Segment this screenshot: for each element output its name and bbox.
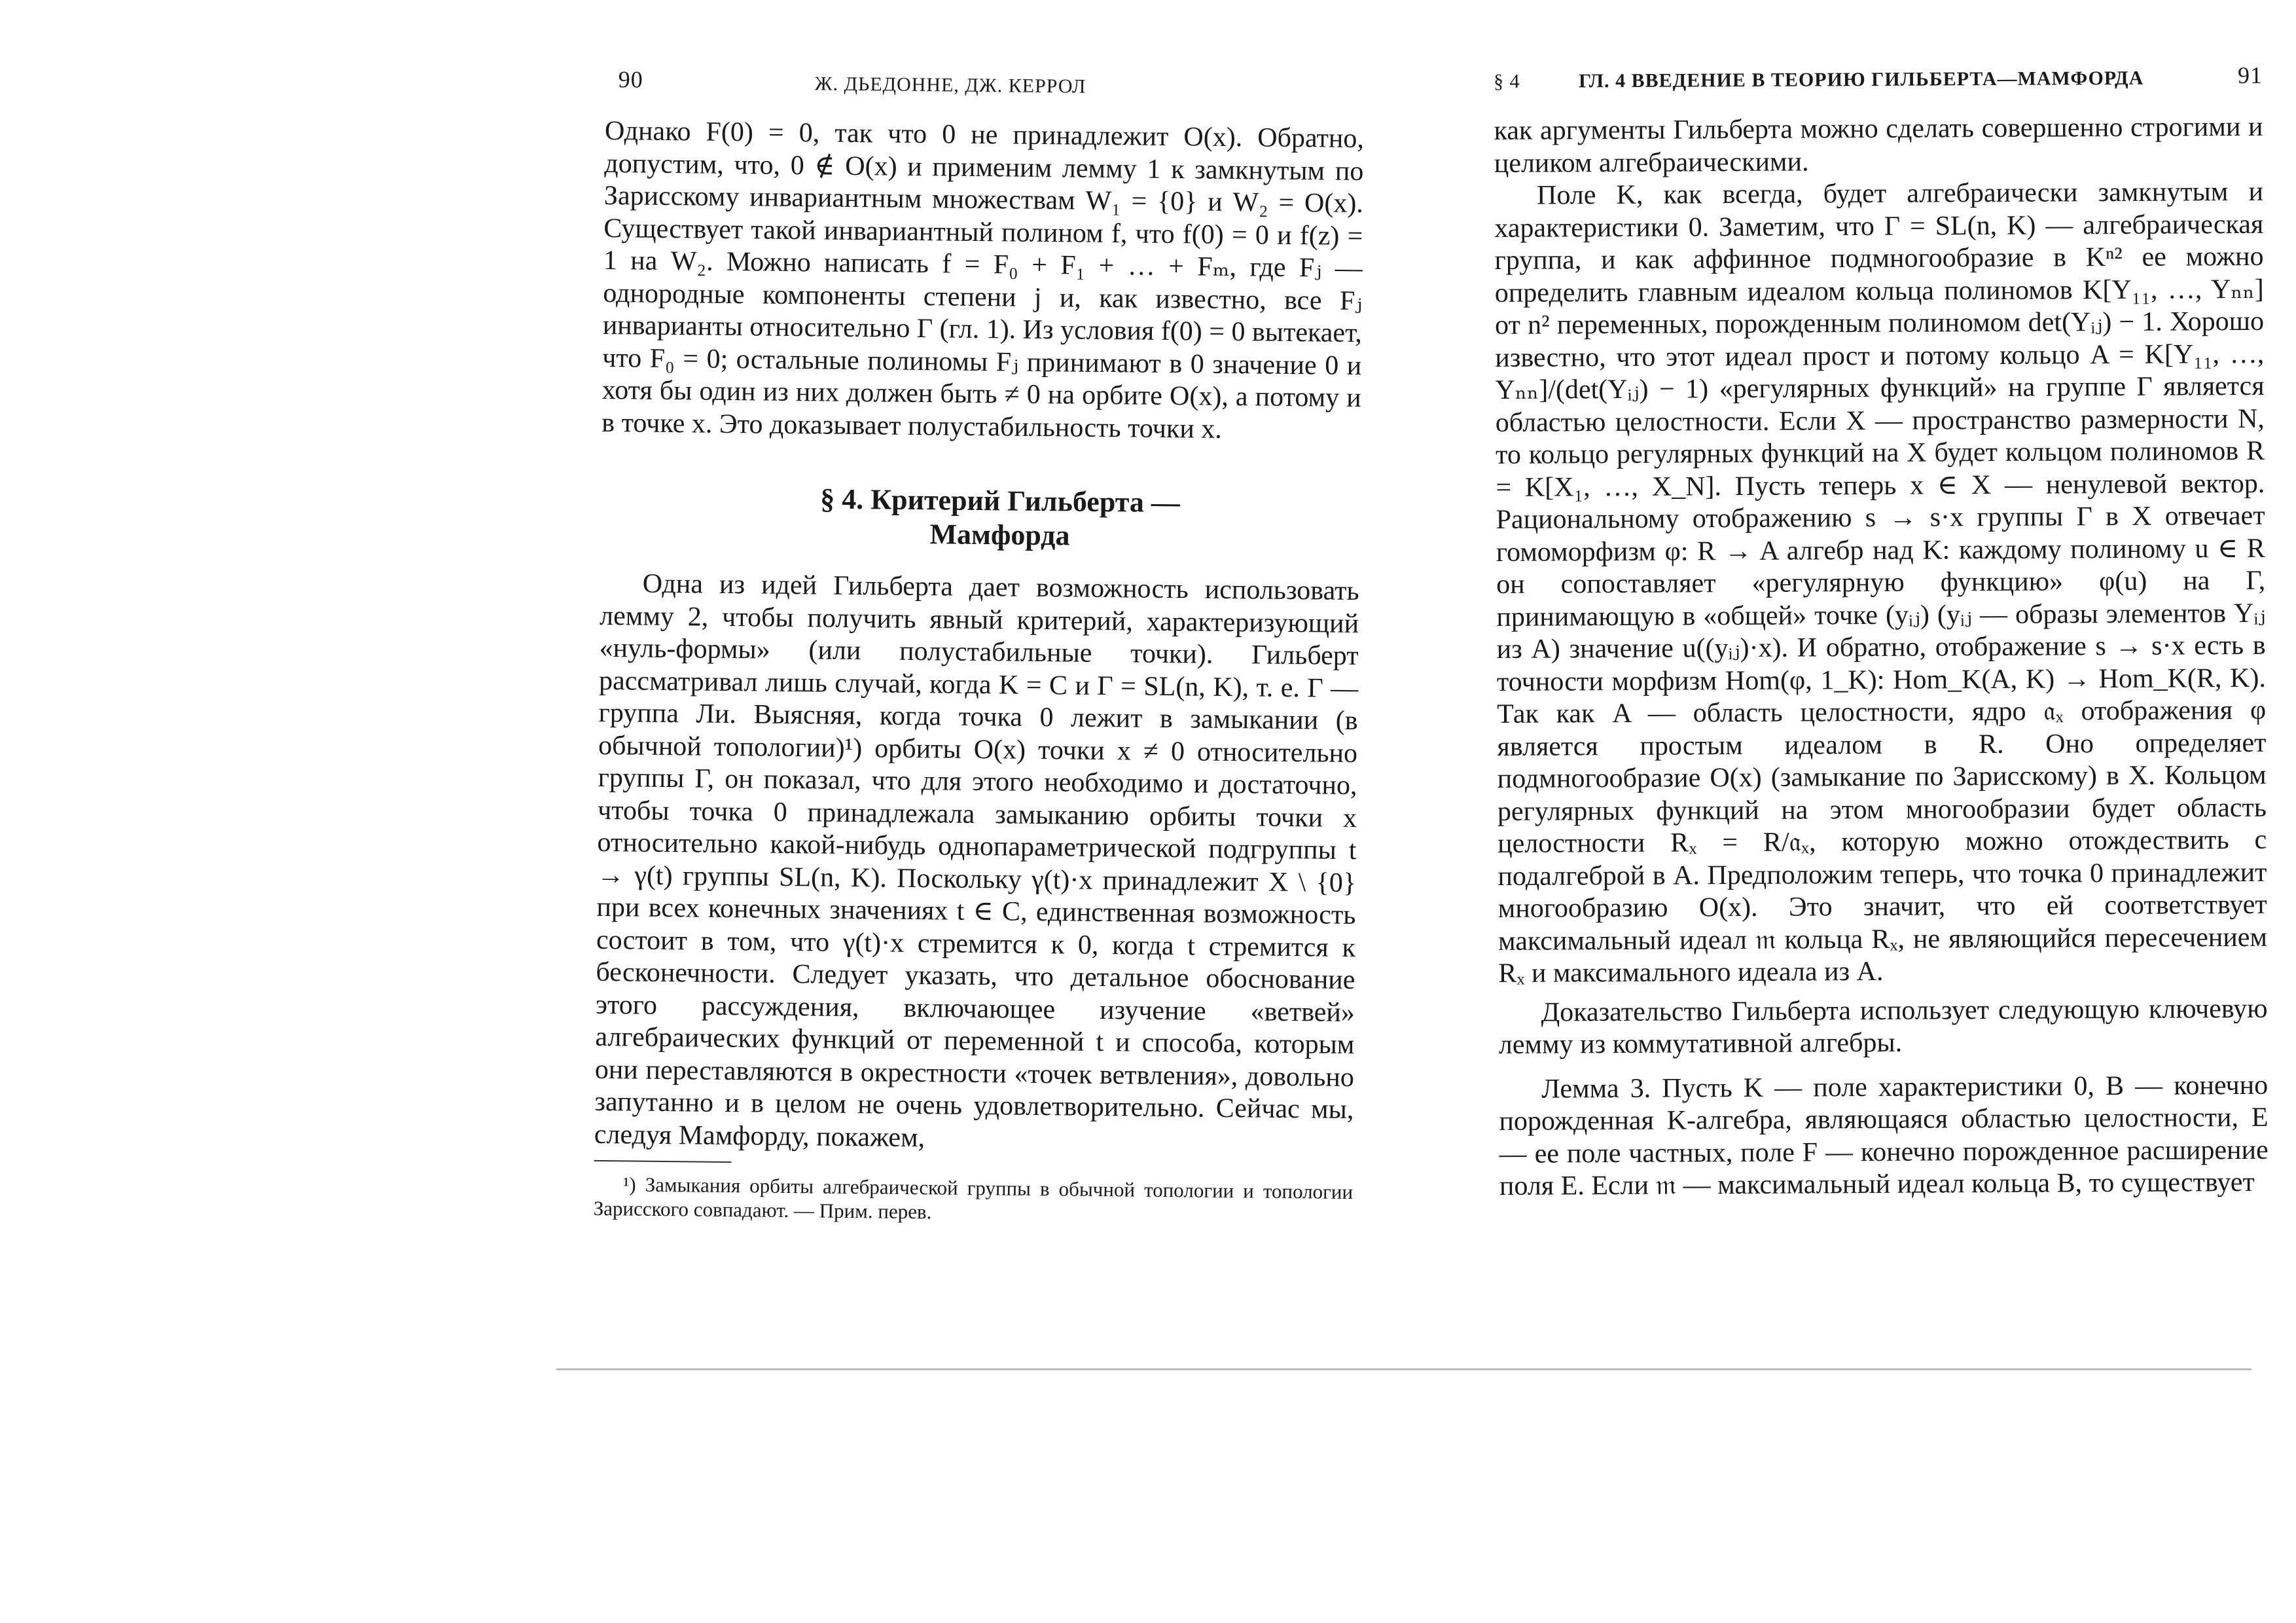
- section-title-line-2: Мамфорда: [929, 518, 1070, 552]
- footnote: ¹) Замыкания орбиты алгебраической группы в обычной топологии и топологии Зарисского совпадают. — Прим. перев.: [593, 1173, 1354, 1224]
- left-paragraph-1: Однако F(0) = 0, так что 0 не принадлежит O(x). Обратно, допустим, что, 0 ∉ O(x) и применим лемму 1 к замкнутым по Зарисскому инвариантным множествам W₁ = {0} и W₂ = O(x). Существует такой инвариантный полином f, что f(0) = 0 и f(z) = 1 на W₂. Можно написать f = F₀ + F₁ + … + Fₘ, где Fⱼ — однородные компоненты степени j и, как известно, все Fⱼ инварианты относительно Γ (гл. 1). Из условия f(0) = 0 вытекает, что F₀ = 0; остальные полиномы Fⱼ принимают в 0 значение 0 и хотя бы один из них должен быть ≠ 0 на орбите O(x), а потому и в точке x. Это доказывает полустабильность точки x.: [601, 115, 1365, 445]
- left-running-head: [605, 65, 1364, 106]
- right-page-number: 91: [2237, 62, 2263, 89]
- lemma-3: Лемма 3. Пусть K — поле характеристики 0, B — конечно порожденная K-алгебра, являющаяся областью целостности, E — ее поле частных, поле F — конечно порожденное расширение поля E. Если 𝔪 — максимальный идеал кольца B, то существует: [1499, 1070, 2269, 1201]
- section-title: [639, 481, 1360, 556]
- left-page-number: 90: [618, 66, 643, 93]
- right-running-title: ГЛ. 4 ВВЕДЕНИЕ В ТЕОРИЮ ГИЛЬБЕРТА—МАМФОРДА: [1579, 67, 2144, 92]
- section-title-line-1: § 4. Критерий Гильберта —: [820, 483, 1181, 519]
- footnote-divider: [594, 1160, 731, 1163]
- left-running-title: Ж. ДЬЕДОННЕ, ДЖ. КЕРРОЛ: [814, 73, 1086, 98]
- left-paragraph-2: Одна из идей Гильберта дает возможность использовать лемму 2, чтобы получить явный критерий, характеризующий «нуль-формы» (или полустабильные точки). Гильберт рассматривал лишь случай, когда K = C и Γ = SL(n, K), т. е. Γ — группа Ли. Выясняя, когда точка 0 лежит в замыкании (в обычной топологии)¹) орбиты O(x) точки x ≠ 0 относительно группы Γ, он показал, что для этого необходимо и достаточно, чтобы точка 0 принадлежала замыканию орбиты точки x относительно какой-нибудь однопараметрической подгруппы t → γ(t) группы SL(n, K). Поскольку γ(t)·x принадлежит X \ {0} при всех конечных значениях t ∈ C, единственная возможность состоит в том, что γ(t)·x стремится к 0, когда t стремится к бесконечности. Следует указать, что детальное обоснование этого рассуждения, включающее изучение «ветвей» алгебраических функций от переменной t и способа, которым они переставляются в окрестности «точек ветвления», довольно запутанно и в целом не очень удовлетворительно. Сейчас мы, следуя Мамфорду, покажем,: [594, 568, 1359, 1153]
- right-paragraph-2: Поле K, как всегда, будет алгебраически замкнутым и характеристики 0. Заметим, что Γ = SL(n, K) — алгебраическая группа, и как аффинное подмногообразие в Kⁿ² ее можно определить главным идеалом кольца полиномов K[Y₁₁, …, Yₙₙ] от n² переменных, порожденным полиномом det(Yᵢⱼ) − 1. Хорошо известно, что этот идеал прост и потому кольцо A = K[Y₁₁, …, Yₙₙ]/(det(Yᵢⱼ) − 1) «регулярных функций» на группе Γ является областью целостности. Если X — пространство размерности N, то кольцо регулярных функций на X будет кольцом полиномов R = K[X₁, …, X_N]. Пусть теперь x ∈ X — ненулевой вектор. Рациональному отображению s → s·x группы Γ в X отвечает гомоморфизм φ: R → A алгебр над K: каждому полиному u ∈ R он сопоставляет «регулярную функцию» φ(u) на Γ, принимающую в «общей» точке (yᵢⱼ) (yᵢⱼ — образы элементов Yᵢⱼ из A) значение u((yᵢⱼ)·x). И обратно, отображение s → s·x есть в точности морфизм Hom(φ, 1_K): Hom_K(A, K) → Hom_K(R, K). Так как A — область целостности, ядро 𝔞ₓ отображения φ является простым идеалом в R. Оно определяет подмногообразие O(x) (замыкание по Зарисскому) в X. Кольцом регулярных функций на этом многообразии будет область целостности Rₓ = R/𝔞ₓ, которую можно отождествить с подалгеброй в A. Предположим теперь, что точка 0 принадлежит многообразию O(x). Это значит, что ей соответствует максимальный идеал 𝔪 кольца Rₓ, не являющийся пересечением Rₓ и максимального идеала из A.: [1494, 176, 2268, 989]
- left-page: [594, 65, 1365, 1228]
- right-page: [1494, 62, 2269, 1203]
- right-section-mark: § 4: [1494, 70, 1520, 92]
- scan-edge-line: [556, 1368, 2251, 1370]
- right-paragraph-1: как аргументы Гильберта можно сделать совершенно строгими и целиком алгебраическими.: [1494, 111, 2263, 179]
- right-paragraph-3: Доказательство Гильберта использует следующую ключевую лемму из коммутативной алгебры.: [1498, 993, 2268, 1060]
- right-running-head: [1494, 62, 2263, 98]
